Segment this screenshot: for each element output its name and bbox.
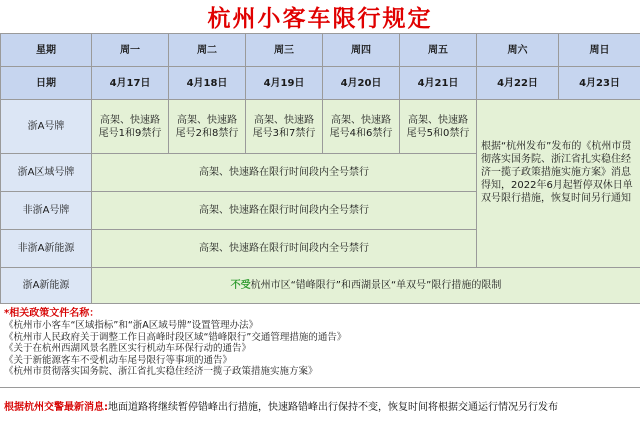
weekday-label: 星期 bbox=[1, 34, 92, 67]
date-fri: 4月21日 bbox=[400, 67, 477, 100]
date-wed: 4月19日 bbox=[246, 67, 323, 100]
date-tue: 4月18日 bbox=[169, 67, 246, 100]
policy-doc: 《杭州市贯彻落实国务院、浙江省扎实稳住经济一揽子政策措施实施方案》 bbox=[4, 366, 318, 377]
zhe-a-ev-rule-text: 杭州市区“错峰限行”和西湖景区“单双号”限行措施的限制 bbox=[250, 280, 502, 291]
zhe-a-label: 浙A号牌 bbox=[1, 100, 92, 154]
weekday-sun: 周日 bbox=[559, 34, 640, 67]
date-label: 日期 bbox=[1, 67, 92, 100]
zhe-a-tue: 高架、快速路 尾号2和8禁行 bbox=[169, 100, 246, 154]
date-sat: 4月22日 bbox=[477, 67, 559, 100]
policy-doc: 《杭州市小客车“区域指标”和“浙A区域号牌”设置管理办法》 bbox=[4, 320, 259, 331]
weekday-fri: 周五 bbox=[400, 34, 477, 67]
policy-doc: 《关于新能源客车不受机动车尾号限行等事项的通告》 bbox=[4, 354, 233, 366]
zhe-a-row bbox=[1, 100, 640, 154]
zhe-a-ev-label: 浙A新能源 bbox=[1, 268, 92, 304]
weekday-tue: 周二 bbox=[169, 34, 246, 67]
page-title: 杭州小客车限行规定 bbox=[0, 0, 640, 34]
date-mon: 4月17日 bbox=[92, 67, 169, 100]
latest-news-text: 地面道路将继续暂停错峰出行措施，快速路错峰出行保持不变，恢复时间将根据交通运行情况另行发布 bbox=[108, 402, 558, 413]
zhe-a-thu: 高架、快速路 尾号4和6禁行 bbox=[323, 100, 400, 154]
policy-doc: 《关于在杭州西湖风景名胜区实行机动车环保行动的通告》 bbox=[4, 343, 252, 354]
policy-heading: *相关政策文件名称： bbox=[4, 308, 100, 319]
zhe-a-zone-rule: 高架、快速路在限行时间段内全号禁行 bbox=[92, 154, 477, 192]
date-row bbox=[1, 67, 640, 100]
date-thu: 4月20日 bbox=[323, 67, 400, 100]
weekday-sat: 周六 bbox=[477, 34, 559, 67]
latest-news bbox=[0, 389, 640, 422]
zhe-a-zone-label: 浙A区域号牌 bbox=[1, 154, 92, 192]
weekday-thu: 周四 bbox=[323, 34, 400, 67]
zhe-a-ev-row bbox=[1, 268, 640, 304]
non-zhe-a-label: 非浙A号牌 bbox=[1, 192, 92, 230]
non-zhe-a-rule: 高架、快速路在限行时间段内全号禁行 bbox=[92, 192, 477, 230]
zhe-a-wed: 高架、快速路 尾号3和7禁行 bbox=[246, 100, 323, 154]
latest-news-lead: 根据杭州交警最新消息: bbox=[4, 402, 108, 413]
weekday-mon: 周一 bbox=[92, 34, 169, 67]
zhe-a-mon: 高架、快速路 尾号1和9禁行 bbox=[92, 100, 169, 154]
restriction-table bbox=[0, 33, 640, 304]
not-subject-text: 不受 bbox=[230, 280, 251, 291]
weekday-wed: 周三 bbox=[246, 34, 323, 67]
non-zhe-a-ev-rule: 高架、快速路在限行时间段内全号禁行 bbox=[92, 230, 477, 268]
weekend-note: 根据“杭州发布”发布的《杭州市贯彻落实国务院、浙江省扎实稳住经济一揽子政策措施实施方案》消息得知，2022年6月起暂停双休日单双号限行措施，恢复时间另行通知 bbox=[477, 100, 640, 268]
non-zhe-a-ev-label: 非浙A新能源 bbox=[1, 230, 92, 268]
weekday-row bbox=[1, 34, 640, 67]
policy-section bbox=[0, 305, 640, 388]
policy-doc: 《杭州市人民政府关于调整工作日高峰时段区域“错峰限行”交通管理措施的通告》 bbox=[4, 331, 347, 343]
zhe-a-ev-rule bbox=[92, 268, 640, 304]
date-sun: 4月23日 bbox=[559, 67, 640, 100]
zhe-a-fri: 高架、快速路 尾号5和0禁行 bbox=[400, 100, 477, 154]
